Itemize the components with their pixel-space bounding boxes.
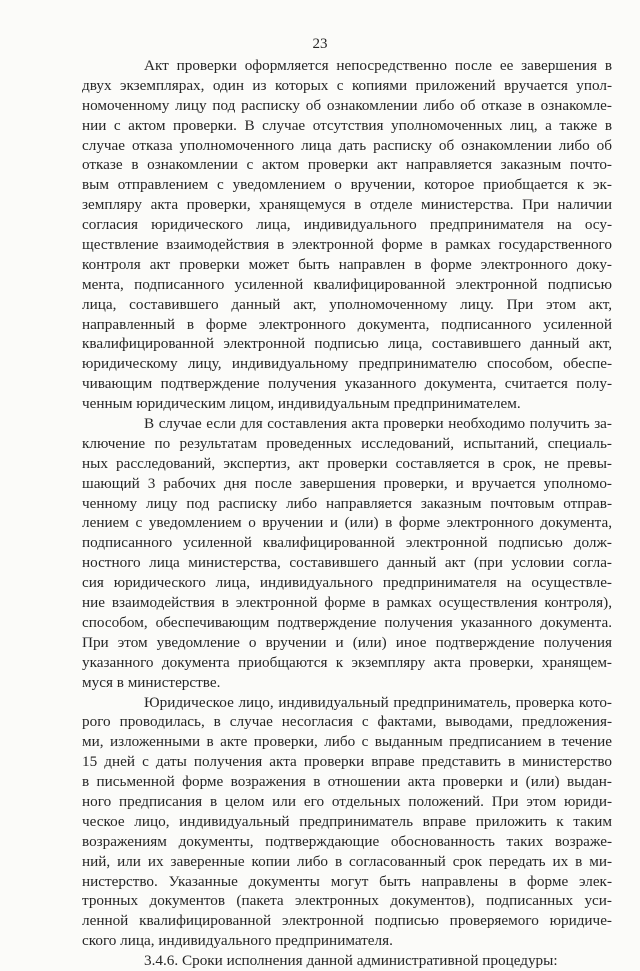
- text-line: ченным юридическим лицом, индивидуальным предпринимателем.: [82, 395, 521, 413]
- text-line: сия юридического лица, индивидуального предпринимателя на осуществле-: [82, 574, 612, 592]
- text-line: ного предписания в целом или его отдельных положений. При этом юриди-: [82, 792, 612, 810]
- text-line: квалифицированной электронной подписью лица, составившего данный акт,: [82, 335, 612, 353]
- text-line: рого проводилась, в случае несогласия с фактами, выводами, предложения-: [82, 713, 612, 731]
- text-line: подписанного усиленной квалифицированной электронной подписью долж-: [82, 534, 612, 552]
- text-line: ленной квалифицированной электронной подписью проверяемого юридиче-: [82, 912, 612, 930]
- text-line: 3.4.6. Сроки исполнения данной административной процедуры:: [144, 952, 558, 970]
- text-line: муся в министерстве.: [82, 673, 221, 691]
- text-line: нии с актом проверки. В случае отсутствия уполномоченных лиц, а также в: [82, 116, 612, 134]
- text-line: ченному лицу под расписку либо направляется заказным почтовым отправ-: [82, 494, 612, 512]
- text-line: ние взаимодействия в электронной форме в рамках осуществления контроля),: [82, 594, 612, 612]
- text-line: согласия юридического лица, индивидуального предпринимателя на осу-: [82, 216, 612, 234]
- text-line: направленный в форме электронного документа, подписанного усиленной: [82, 315, 612, 333]
- text-line: юридическому лицу, индивидуальному предпринимателю способом, обеспе-: [82, 355, 612, 373]
- text-line: шающий 3 рабочих дня после завершения проверки, и вручается уполномо-: [82, 474, 612, 492]
- text-line: способом, обеспечивающим подтверждение получения указанного документа.: [82, 613, 612, 631]
- paragraph: [82, 414, 612, 692]
- text-line: Акт проверки оформляется непосредственно после ее завершения в: [144, 57, 612, 74]
- text-line: номоченному лицу под расписку об ознакомлении либо об отказе в ознакомле-: [82, 96, 612, 114]
- section-heading: [82, 951, 612, 971]
- text-line: ского лица, индивидуального предпринимателя.: [82, 932, 393, 950]
- text-line: ми, изложенными в акте проверки, либо с выданным предписанием в течение: [82, 733, 612, 751]
- text-line: ностного лица министерства, составившего данный акт (при условии согла-: [82, 554, 612, 572]
- paragraph: [82, 693, 612, 952]
- text-line: нистерство. Указанные документы могут быть направлены в форме элек-: [82, 872, 612, 890]
- text-line: двух экземплярах, один из которых с копиями приложений вручается упол-: [82, 76, 612, 94]
- text-line: лица, составившего данный акт, уполномоченному лицу. При этом акт,: [82, 295, 612, 313]
- text-line: ний, или их заверенные копии либо в согласованный срок передать их в ми-: [82, 852, 612, 870]
- text-line: ных расследований, экспертиз, акт проверки составляется в срок, не превы-: [82, 454, 612, 472]
- text-line: отказе в ознакомлении с актом проверки акт направляется заказным почто-: [82, 156, 612, 174]
- text-line: в письменной форме возражения в отношении акта проверки и (или) выдан-: [82, 773, 612, 791]
- document-body: [82, 56, 612, 971]
- text-line: мента, подписанного усиленной квалифицированной электронной подписью: [82, 275, 612, 293]
- text-line: возражениям документы, подтверждающие обоснованность таких возраже-: [82, 832, 612, 850]
- text-line: контроля акт проверки может быть направлен в форме электронного доку-: [82, 255, 612, 273]
- paragraph: [82, 56, 612, 414]
- text-line: При этом уведомление о вручении и (или) иное подтверждение получения: [82, 633, 612, 651]
- text-line: ческое лицо, индивидуальный предприниматель вправе приложить к таким: [82, 812, 612, 830]
- text-line: земпляру акта проверки, хранящемуся в отделе министерства. При наличии: [82, 196, 612, 214]
- text-line: ключение по результатам проведенных исследований, испытаний, специаль-: [82, 434, 612, 452]
- page-number: 23: [312, 36, 328, 52]
- text-line: случае отказа уполномоченного лица дать расписку об ознакомлении либо об: [82, 136, 612, 154]
- text-line: Юридическое лицо, индивидуальный предприниматель, проверка кото-: [144, 693, 612, 711]
- text-line: ществление взаимодействия в электронной форме в рамках государственного: [82, 236, 612, 254]
- text-line: 15 дней с даты получения акта проверки вправе представить в министерство: [82, 753, 612, 771]
- text-line: тронных документов (пакета электронных документов), подписанных уси-: [82, 892, 612, 910]
- text-line: лением с уведомлением о вручении и (или) в форме электронного документа,: [82, 514, 612, 532]
- text-line: чивающим подтверждение получения указанного документа, считается полу-: [82, 375, 612, 393]
- text-line: В случае если для составления акта проверки необходимо получить за-: [144, 415, 612, 433]
- text-line: указанного документа приобщаются к экземпляру акта проверки, хранящем-: [82, 653, 612, 671]
- text-line: вым отправлением с уведомлением о вручении, которое приобщается к эк-: [82, 176, 612, 194]
